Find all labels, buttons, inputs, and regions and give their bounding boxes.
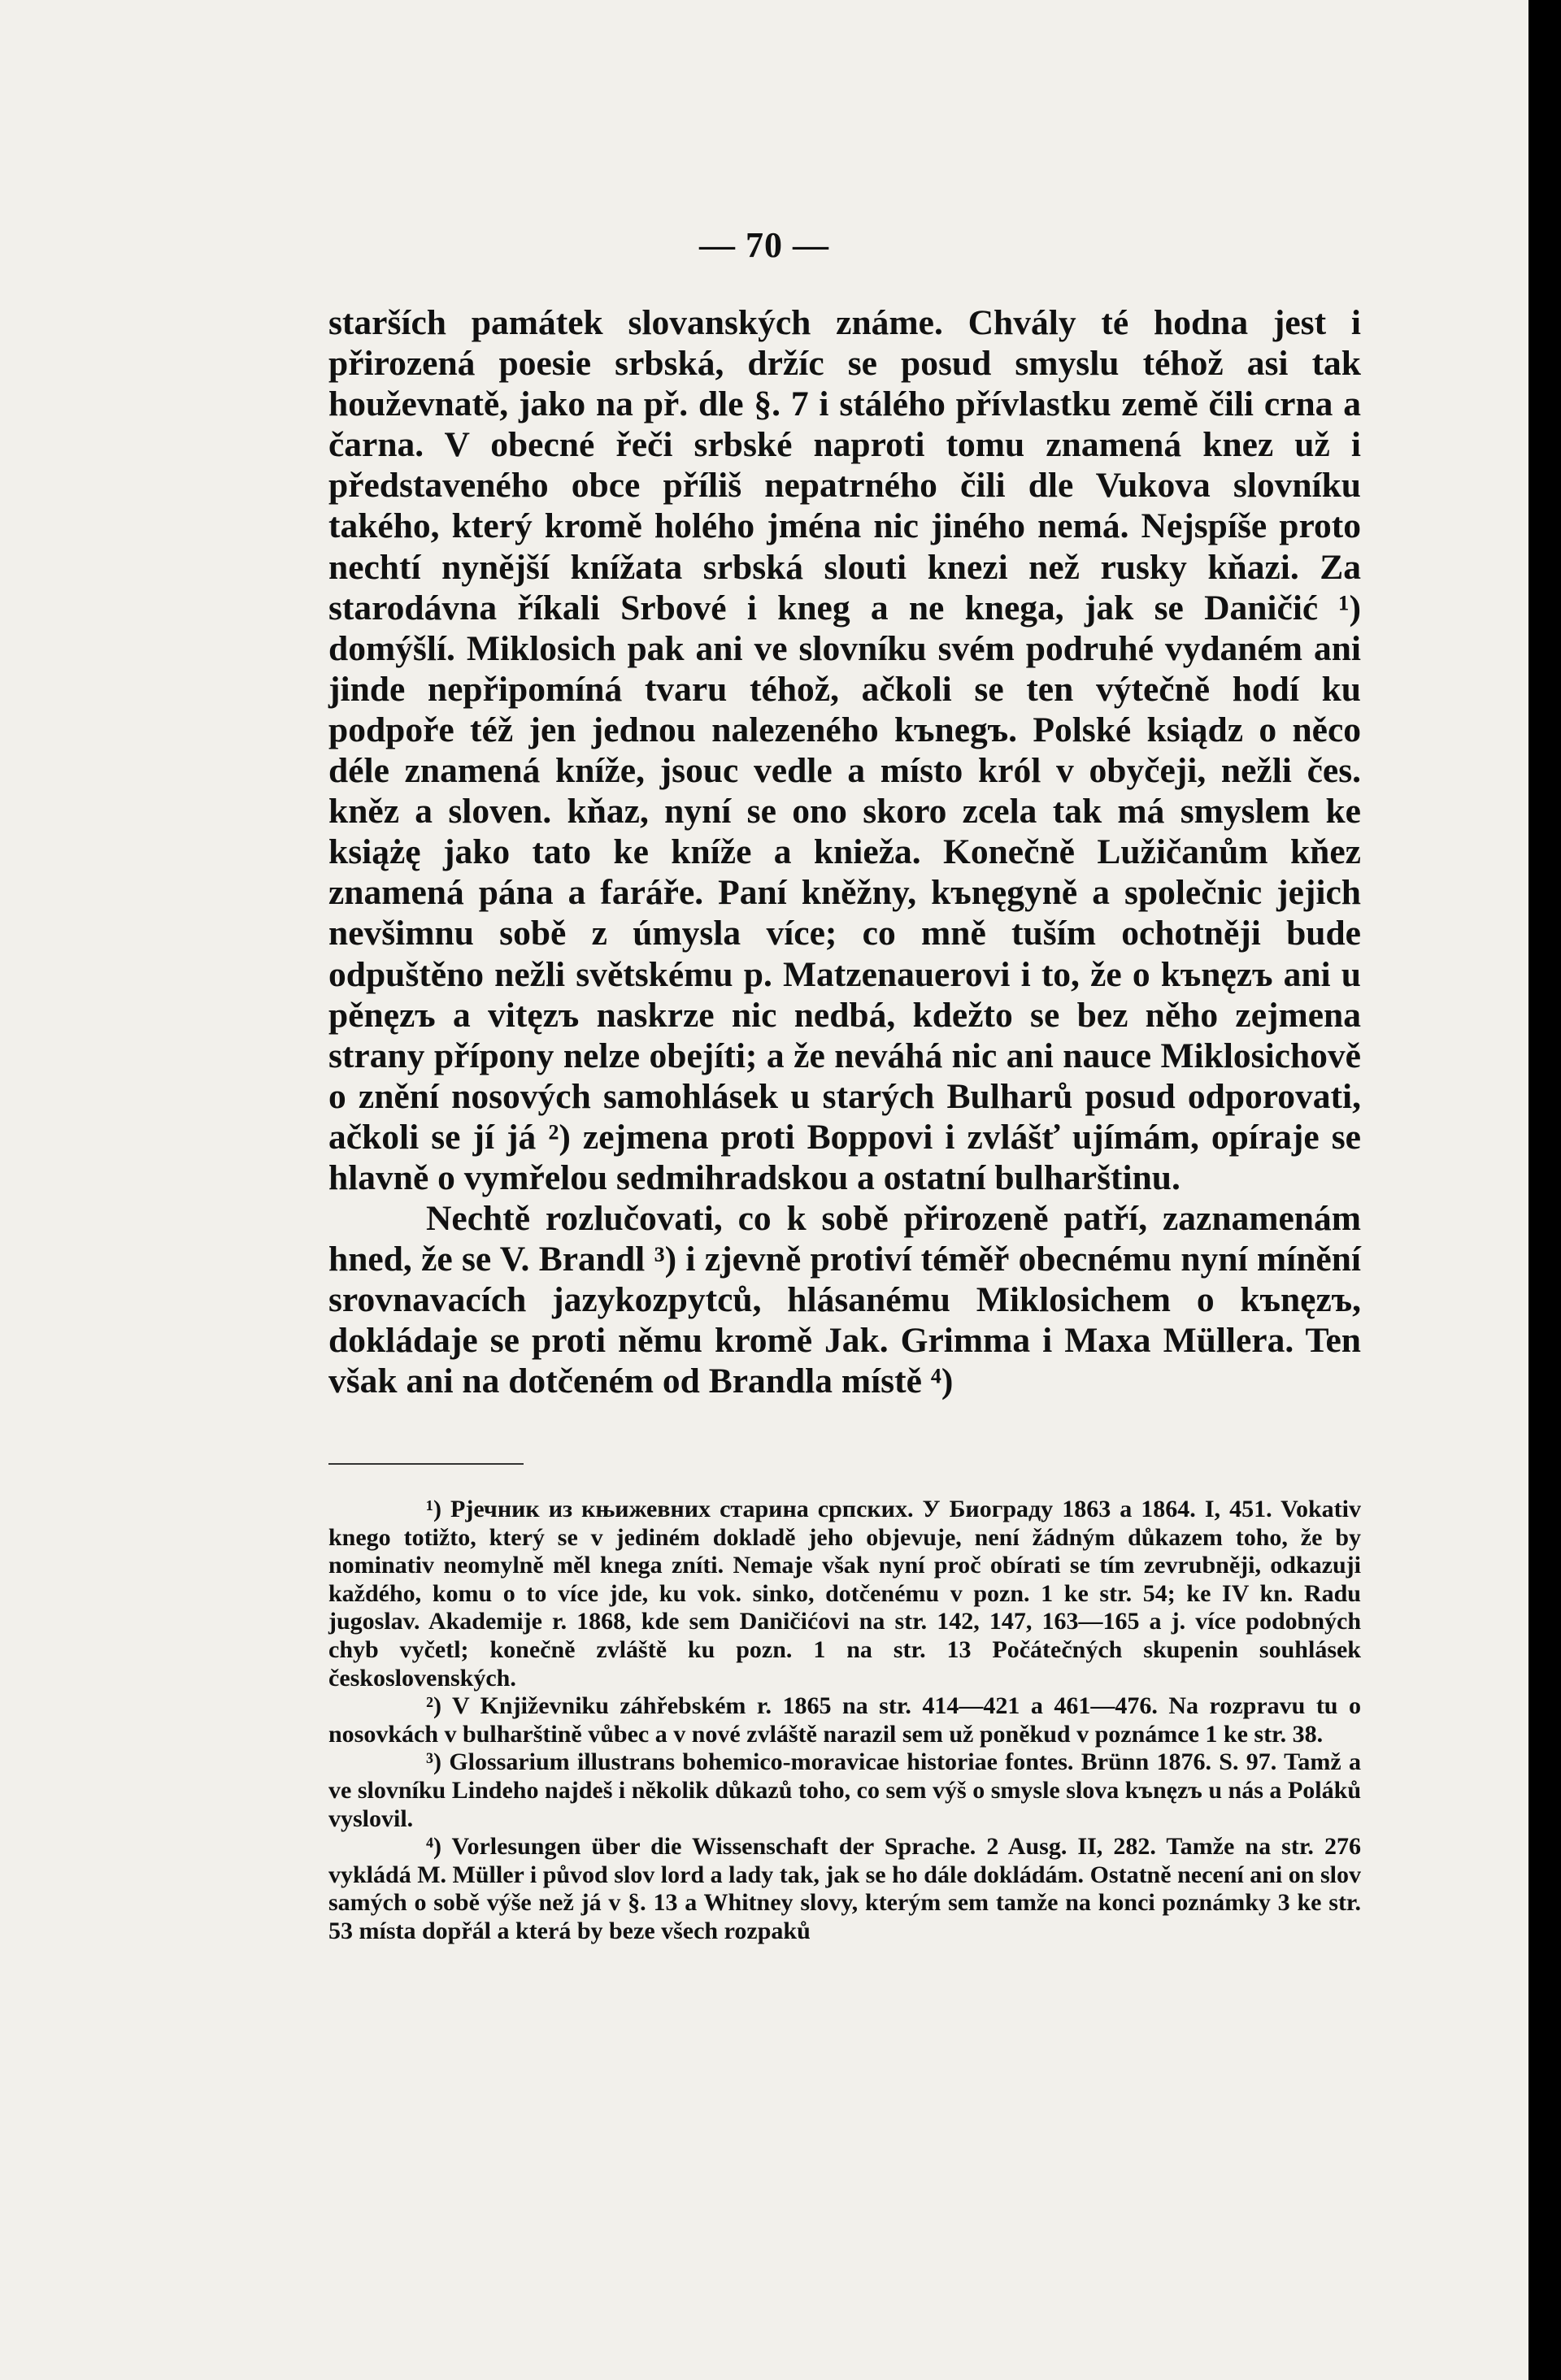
footnote-2: ²) V Književniku záhřebském r. 1865 na str. 414—421 a 461—476. Na rozpravu tu o nosovkách v bulharštině vůbec a v nové zvláště narazil sem už poněkud v poznámce 1 ke str. 38. xyxy=(328,1692,1361,1748)
footnotes xyxy=(328,1496,1361,1946)
footnote-4: ⁴) Vorlesungen über die Wissenschaft der Sprache. 2 Ausg. II, 282. Tamže na str. 276 vykládá M. Müller i původ slov lord a lady tak, jak se ho dále dokládám. Ostatně necení ani on slov samých o sobě výše než já v §. 13 a Whitney slovy, kterým sem tamže na konci poznámky 3 ke str. 53 místa dopřál a která by beze všech rozpaků xyxy=(328,1833,1361,1944)
main-text xyxy=(328,302,1361,1402)
footnote-1: ¹) Рјечник из књижевних старина српских. У Биограду 1863 а 1864. I, 451. Vokativ knego totižto, který se v jediném dokladě jeho objevuje, není žádným důkazem toho, že by nominativ neomylně měl knega zníti. Nemaje však nyní proč obírati se tím zevrubněji, odkazuji každého, komu o to více jde, ku vok. sinko, dotčenému v pozn. 1 ke str. 54; ke IV kn. Radu jugoslav. Akademije r. 1868, kde sem Daničićovi na str. 142, 147, 163—165 a j. více podobných chyb vyčetl; konečně zvláště ku pozn. 1 na str. 13 Počátečných skupenin souhlásek československých. xyxy=(328,1496,1361,1692)
paragraph-2: Nechtě rozlučovati, co k sobě přirozeně patří, zaznamenám hned, že se V. Brandl ³) i zjevně protiví téměř obecnému nyní mínění srovnavacích jazykozpytců, hlásanému Miklosichem o kъnęzъ, dokládaje se proti němu kromě Jak. Grimma i Maxa Müllera. Ten však ani na dotčeném od Brandla místě ⁴) xyxy=(328,1199,1361,1401)
scan-border xyxy=(1528,0,1561,2380)
footnote-divider xyxy=(328,1463,524,1465)
paragraph-1: starších památek slovanských známe. Chvály té hodna jest i přirozená poesie srbská, držíc se posud smyslu téhož asi tak houževnatě, jako na př. dle §. 7 i stálého přívlastku země čili crna a čarna. V obecné řeči srbské naproti tomu znamená knez už i představeného obce příliš nepatrného čili dle Vukova slovníku takého, který kromě holého jména nic jiného nemá. Nejspíše proto nechtí nynější knížata srbská slouti knezi než rusky kňazi. Za starodávna říkali Srbové i kneg a ne knega, jak se Daničić ¹) domýšlí. Miklosich pak ani ve slovníku svém podruhé vydaném ani jinde nepřipomíná tvaru téhož, ačkoli se ten výtečně hodí ku podpoře též jen jednou nalezeného kъnegъ. Polské ksiądz o něco déle znamená kníže, jsouc vedle a místo król v obyčeji, nežli čes. kněz a sloven. kňaz, nyní se ono skoro zcela tak má smyslem ke książę jako tato ke kníže a knieža. Konečně Lužičanům kňez znamená pána a faráře. Paní kněžny, kъnęgyně a společnic jejich nevšimnu sobě z úmysla více; co mně tuším ochotněji bude odpuštěno nežli světskému p. Matzenauerovi i to, že o kъnęzъ ani u pěnęzъ a vitęzъ naskrze nic nedbá, kdežto se bez něho zejmena strany přípony nelze obejíti; a že neváhá nic ani nauce Miklosichově o znění nosových samohlásek u starých Bulharů posud odporovati, ačkoli se jí já ²) zejmena proti Boppovi i zvlášť ujímám, opíraje se hlavně o vymřelou sedmihradskou a ostatní bulharštinu. xyxy=(328,303,1361,1197)
footnote-3: ³) Glossarium illustrans bohemico-moravicae historiae fontes. Brünn 1876. S. 97. Tamž a ve slovníku Lindeho najdeš i několik důkazů toho, co sem výš o smysle slova kъnęzъ u nás a Poláků vyslovil. xyxy=(328,1748,1361,1832)
page-number: — 70 — xyxy=(699,225,829,265)
